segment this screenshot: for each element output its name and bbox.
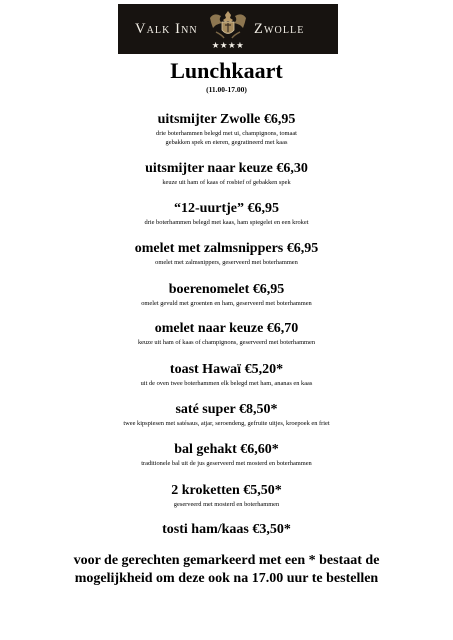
menu-item-name: 2 kroketten €5,50* (171, 483, 282, 498)
crest-emblem-icon (204, 8, 252, 40)
menu-item (40, 240, 413, 268)
footer-line: voor de gerechten gemarkeerd met een * bestaat de (73, 553, 380, 568)
opening-hours: (11.00-17.00) (206, 85, 247, 94)
menu-item-name: tosti ham/kaas €3,50* (162, 522, 291, 537)
menu-item-name: saté super €8,50* (175, 402, 278, 417)
menu-item (40, 521, 413, 538)
menu-item-name: uitsmijter Zwolle €6,95 (157, 112, 296, 127)
menu-item (40, 200, 413, 228)
menu-item-name: “12-uurtje” €6,95 (174, 201, 279, 216)
menu-item (40, 111, 413, 147)
menu-item (40, 482, 413, 510)
logo-name-right: Zwolle (254, 21, 305, 37)
menu-item-name: toast Hawaï €5,20* (169, 362, 284, 377)
menu-item-description: drie boterhammen belegd met kaas, ham spiegelei en een kroket (144, 219, 309, 226)
menu-item (40, 160, 413, 188)
menu-item-description: keuze uit ham of kaas of champignons, geserveerd met boterhammen (137, 339, 316, 346)
menu-item-description: drie boterhammen belegd met ui, champignons, tomaat (156, 130, 297, 137)
menu-item (40, 441, 413, 469)
menu-item-description: omelet gevuld met groenten en ham, geserveerd met boterhammen (141, 300, 312, 307)
restaurant-logo-banner (118, 4, 338, 54)
page-title: Lunchkaart (170, 58, 283, 83)
menu-item-name: bal gehakt €6,60* (174, 442, 279, 457)
menu-item (40, 361, 413, 389)
menu-item-name: omelet met zalmsnippers €6,95 (134, 241, 319, 256)
menu-item-description: twee kipspiesen met satésaus, atjar, seroendeng, gefruite uitjes, kroepoek en friet (123, 420, 330, 427)
menu-item-description: keuze uit ham of kaas of rosbief of gebakken spek (162, 179, 291, 186)
footer-note (20, 552, 433, 588)
menu-item-description: uit de oven twee boterhammen elk belegd met ham, ananas en kaas (140, 380, 313, 387)
menu-item-description: omelet met zalmsnippers, geserveerd met boterhammen (155, 259, 298, 266)
menu-item-description: geserveerd met mosterd en boterhammen (173, 501, 280, 508)
menu-item-name: omelet naar keuze €6,70 (154, 321, 299, 336)
menu-item-name: uitsmijter naar keuze €6,30 (145, 161, 308, 176)
menu-item-name: boerenomelet €6,95 (168, 282, 285, 297)
logo-name-left: Valk Inn (135, 21, 198, 37)
menu-item-description: traditionele bal uit de jus geserveerd met mosterd en boterhammen (141, 460, 312, 467)
menu-item (40, 401, 413, 429)
footer-line: mogelijkheid om deze ook na 17.00 uur te bestellen (74, 571, 379, 586)
menu-item-description: gebakken spek en eieren, gegratineerd met kaas (165, 138, 288, 146)
menu-item (40, 320, 413, 348)
menu-item (40, 281, 413, 309)
rating-stars: ★★★★ (211, 40, 245, 50)
